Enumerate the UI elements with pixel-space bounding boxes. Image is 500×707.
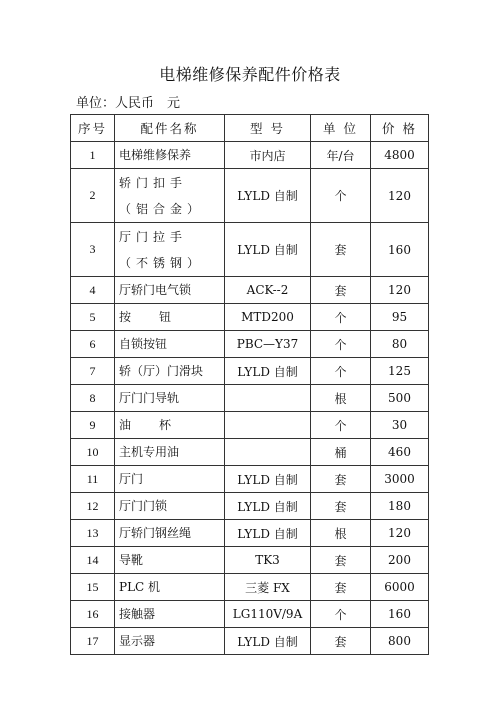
cell-no: 9 <box>71 412 115 439</box>
cell-no: 1 <box>71 142 115 169</box>
cell-model <box>225 385 311 412</box>
cell-price: 30 <box>371 412 429 439</box>
cell-model: LYLD 自制 <box>225 628 311 655</box>
cell-price: 3000 <box>371 466 429 493</box>
cell-unit: 套 <box>311 466 371 493</box>
cell-price: 6000 <box>371 574 429 601</box>
cell-no: 11 <box>71 466 115 493</box>
cell-model: LYLD 自制 <box>225 169 311 223</box>
cell-no: 5 <box>71 304 115 331</box>
currency-unit-note: 单位：人民币 元 <box>76 96 181 111</box>
cell-model: LYLD 自制 <box>225 520 311 547</box>
table-row <box>71 358 429 385</box>
cell-no: 16 <box>71 601 115 628</box>
cell-price: 4800 <box>371 142 429 169</box>
cell-model: LG110V/9A <box>225 601 311 628</box>
cell-price: 125 <box>371 358 429 385</box>
cell-name: PLC 机 <box>115 574 225 601</box>
cell-unit: 个 <box>311 169 371 223</box>
cell-unit: 套 <box>311 574 371 601</box>
cell-no: 2 <box>71 169 115 223</box>
cell-model: TK3 <box>225 547 311 574</box>
cell-price: 120 <box>371 169 429 223</box>
cell-model: LYLD 自制 <box>225 466 311 493</box>
cell-name: 油杯 <box>115 412 225 439</box>
cell-unit: 个 <box>311 601 371 628</box>
cell-unit: 套 <box>311 547 371 574</box>
cell-unit: 个 <box>311 412 371 439</box>
cell-name: 自锁按钮 <box>115 331 225 358</box>
cell-price: 200 <box>371 547 429 574</box>
cell-no: 6 <box>71 331 115 358</box>
table-row <box>71 331 429 358</box>
cell-name: 厅门拉手（不锈钢） <box>115 223 225 277</box>
table-row <box>71 439 429 466</box>
cell-price: 800 <box>371 628 429 655</box>
cell-unit: 个 <box>311 304 371 331</box>
cell-no: 3 <box>71 223 115 277</box>
cell-name: 按钮 <box>115 304 225 331</box>
cell-price: 500 <box>371 385 429 412</box>
cell-no: 15 <box>71 574 115 601</box>
cell-unit: 套 <box>311 493 371 520</box>
cell-no: 8 <box>71 385 115 412</box>
cell-name: 电梯维修保养 <box>115 142 225 169</box>
table-row <box>71 142 429 169</box>
cell-model: ACK--2 <box>225 277 311 304</box>
cell-name: 轿（厅）门滑块 <box>115 358 225 385</box>
cell-no: 14 <box>71 547 115 574</box>
cell-model <box>225 439 311 466</box>
cell-unit: 年/台 <box>311 142 371 169</box>
cell-unit: 个 <box>311 331 371 358</box>
cell-name: 厅门 <box>115 466 225 493</box>
cell-price: 460 <box>371 439 429 466</box>
table-row <box>71 223 429 277</box>
cell-price: 120 <box>371 520 429 547</box>
document-title: 电梯维修保养配件价格表 <box>159 65 341 84</box>
cell-price: 120 <box>371 277 429 304</box>
header-price: 价 格 <box>371 115 429 142</box>
cell-model: LYLD 自制 <box>225 358 311 385</box>
cell-unit: 根 <box>311 385 371 412</box>
cell-unit: 根 <box>311 520 371 547</box>
table-header-row <box>71 115 429 142</box>
table-row <box>71 412 429 439</box>
table-row <box>71 304 429 331</box>
table-row <box>71 628 429 655</box>
table-row <box>71 493 429 520</box>
cell-unit: 套 <box>311 277 371 304</box>
cell-model: PBC—Y37 <box>225 331 311 358</box>
cell-name: 厅轿门电气锁 <box>115 277 225 304</box>
header-model: 型 号 <box>225 115 311 142</box>
table-row <box>71 466 429 493</box>
cell-name: 厅门门导轨 <box>115 385 225 412</box>
cell-name: 显示器 <box>115 628 225 655</box>
cell-name: 轿门扣手（铝合金） <box>115 169 225 223</box>
cell-no: 10 <box>71 439 115 466</box>
cell-no: 7 <box>71 358 115 385</box>
cell-name: 主机专用油 <box>115 439 225 466</box>
cell-price: 80 <box>371 331 429 358</box>
cell-model: LYLD 自制 <box>225 223 311 277</box>
cell-model <box>225 412 311 439</box>
table-row <box>71 601 429 628</box>
parts-price-table <box>70 114 429 655</box>
cell-price: 160 <box>371 223 429 277</box>
table-row <box>71 520 429 547</box>
cell-no: 4 <box>71 277 115 304</box>
cell-name: 导靴 <box>115 547 225 574</box>
cell-unit: 个 <box>311 358 371 385</box>
cell-price: 160 <box>371 601 429 628</box>
cell-unit: 桶 <box>311 439 371 466</box>
table-row <box>71 277 429 304</box>
cell-model: LYLD 自制 <box>225 493 311 520</box>
cell-model: 市内店 <box>225 142 311 169</box>
cell-price: 95 <box>371 304 429 331</box>
cell-no: 17 <box>71 628 115 655</box>
header-name: 配件名称 <box>115 115 225 142</box>
table-row <box>71 385 429 412</box>
cell-no: 13 <box>71 520 115 547</box>
cell-name: 接触器 <box>115 601 225 628</box>
table-row <box>71 547 429 574</box>
header-unit: 单 位 <box>311 115 371 142</box>
cell-model: MTD200 <box>225 304 311 331</box>
header-no: 序号 <box>71 115 115 142</box>
cell-price: 180 <box>371 493 429 520</box>
table-row <box>71 169 429 223</box>
cell-name: 厅轿门钢丝绳 <box>115 520 225 547</box>
cell-name: 厅门门锁 <box>115 493 225 520</box>
table-row <box>71 574 429 601</box>
cell-unit: 套 <box>311 223 371 277</box>
cell-model: 三菱 FX <box>225 574 311 601</box>
cell-no: 12 <box>71 493 115 520</box>
cell-unit: 套 <box>311 628 371 655</box>
